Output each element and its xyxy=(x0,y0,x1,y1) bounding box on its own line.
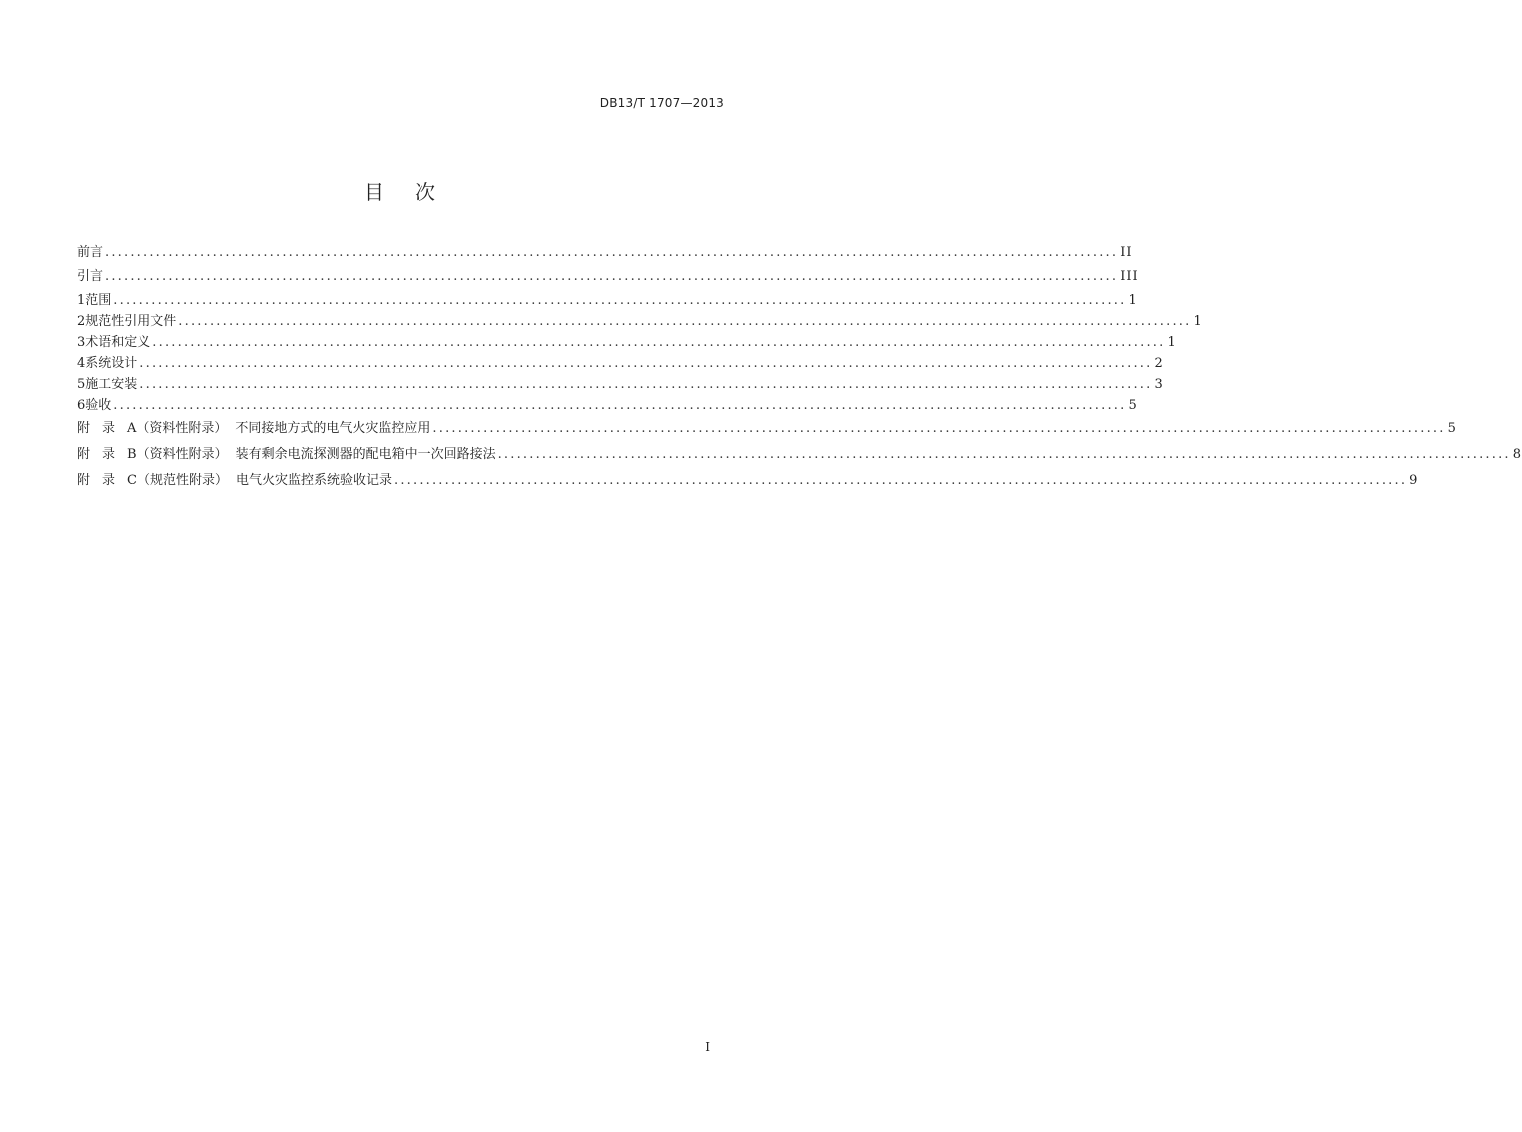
toc-dot-leader: ................................................................................................................................................................ xyxy=(105,245,1119,260)
toc-title-part2: 次 xyxy=(415,180,436,204)
toc-dot-leader: ................................................................................................................................................................ xyxy=(152,335,1166,350)
toc-dot-leader: ................................................................................................................................................................ xyxy=(139,356,1153,371)
toc-entry-installation[interactable] xyxy=(77,374,1164,395)
toc-entry-page: II xyxy=(1120,245,1133,260)
toc-entry-scope[interactable] xyxy=(77,290,1138,311)
toc-entry-page: 3 xyxy=(1154,377,1164,392)
appendix-letter: B xyxy=(127,447,137,462)
toc-entry-number: 2 xyxy=(77,314,86,329)
toc-entry-number: 6 xyxy=(77,398,86,413)
toc-entry-number: 4 xyxy=(77,356,86,371)
toc-entry-system-design[interactable] xyxy=(77,353,1164,374)
toc-dot-leader: ................................................................................................................................................................ xyxy=(113,293,1127,308)
appendix-prefix xyxy=(77,416,127,442)
toc-entry-page: 8 xyxy=(1512,447,1522,462)
appendix-letter: C xyxy=(127,473,137,488)
toc-entry-label: 规范性引用文件 xyxy=(85,314,177,329)
appendix-prefix-char: 附 xyxy=(77,447,91,462)
toc-dot-leader: ................................................................................................................................................................ xyxy=(178,314,1192,329)
toc-dot-leader: ................................................................................................................................................................ xyxy=(432,421,1446,436)
toc-entry-acceptance[interactable] xyxy=(77,395,1138,416)
toc-entry-page: III xyxy=(1120,269,1139,284)
toc-entry-number: 5 xyxy=(77,377,86,392)
toc-entry-terms-definitions[interactable] xyxy=(77,332,1177,353)
toc-entry-label: 施工安装 xyxy=(85,377,138,392)
toc-entry-page: 2 xyxy=(1154,356,1164,371)
appendix-prefix-char: 录 xyxy=(102,473,116,488)
document-code: DB13/T 1707—2013 xyxy=(599,96,724,110)
toc-entry-label: 系统设计 xyxy=(85,356,138,371)
toc-entry-page: 1 xyxy=(1167,335,1177,350)
toc-entry-page: 1 xyxy=(1128,293,1138,308)
toc-entry-label: 不同接地方式的电气火灾监控应用 xyxy=(235,421,431,436)
page-number: I xyxy=(705,1040,710,1054)
toc-entry-label: 装有剩余电流探测器的配电箱中一次回路接法 xyxy=(235,447,496,462)
toc-dot-leader: ................................................................................................................................................................ xyxy=(497,447,1511,462)
toc-entry-page: 1 xyxy=(1193,314,1203,329)
toc-entry-appendix-a[interactable] xyxy=(77,416,1457,442)
toc-entry-label: 引言 xyxy=(77,269,104,284)
appendix-prefix-char: 附 xyxy=(77,473,91,488)
appendix-prefix xyxy=(77,468,127,494)
toc-entry-label: 前言 xyxy=(77,245,104,260)
toc-dot-leader: ................................................................................................................................................................ xyxy=(113,398,1127,413)
toc-entry-foreword[interactable] xyxy=(77,242,1133,263)
toc-entry-appendix-c[interactable] xyxy=(77,468,1419,494)
toc-entry-appendix-b[interactable] xyxy=(77,442,1522,468)
appendix-prefix xyxy=(77,442,127,468)
appendix-kind: （资料性附录） xyxy=(136,421,228,436)
appendix-kind: （规范性附录） xyxy=(136,473,228,488)
toc-entry-number: 3 xyxy=(77,335,86,350)
toc-entry-label: 验收 xyxy=(85,398,112,413)
toc-entry-normative-references[interactable] xyxy=(77,311,1203,332)
appendix-prefix-char: 附 xyxy=(77,421,91,436)
appendix-letter: A xyxy=(127,421,137,436)
toc-entry-label: 术语和定义 xyxy=(85,335,151,350)
toc-entry-introduction[interactable] xyxy=(77,266,1139,287)
toc-entry-label: 电气火灾监控系统验收记录 xyxy=(235,473,392,488)
toc-entry-page: 5 xyxy=(1128,398,1138,413)
toc-entry-page: 9 xyxy=(1409,473,1419,488)
toc-entry-page: 5 xyxy=(1447,421,1457,436)
toc-entry-number: 1 xyxy=(77,293,86,308)
appendix-kind: （资料性附录） xyxy=(136,447,228,462)
toc-dot-leader: ................................................................................................................................................................ xyxy=(105,269,1119,284)
toc-dot-leader: ................................................................................................................................................................ xyxy=(393,473,1408,488)
toc-title xyxy=(0,176,800,205)
toc-dot-leader: ................................................................................................................................................................ xyxy=(139,377,1153,392)
toc-title-part1: 目 xyxy=(364,180,385,204)
appendix-prefix-char: 录 xyxy=(102,447,116,462)
table-of-contents xyxy=(77,242,1522,494)
appendix-prefix-char: 录 xyxy=(102,421,116,436)
toc-entry-label: 范围 xyxy=(85,293,112,308)
